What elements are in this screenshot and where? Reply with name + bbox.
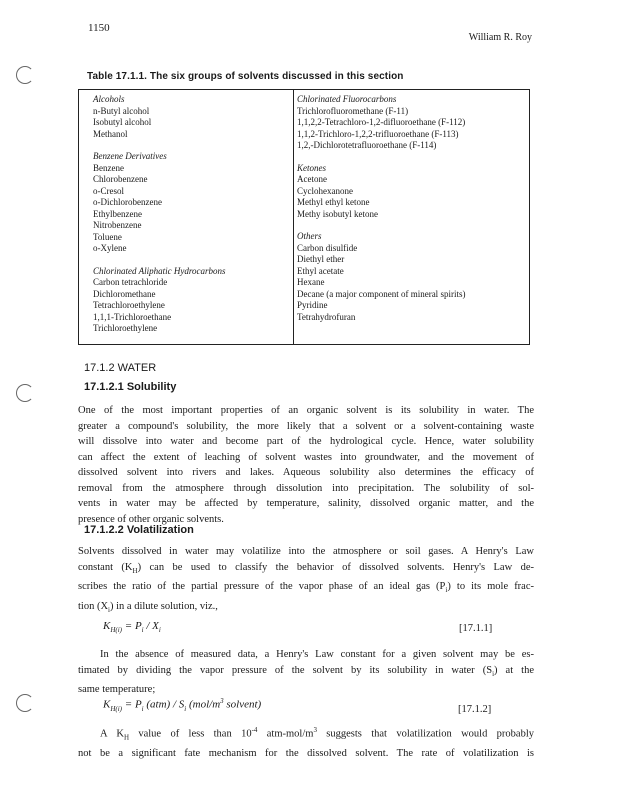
list-item: Methy isobutyl ketone (297, 208, 378, 219)
paragraph-line: Solvents dissolved in water may volatilize into the atmosphere or soil gases. A Henry's Law (78, 546, 534, 557)
paragraph-line (78, 560, 534, 580)
list-item: o-Cresol (93, 185, 124, 196)
text-run: value of less than 10 (129, 728, 252, 740)
list-item: Tetrachloroethylene (93, 300, 165, 310)
margin-mark-top (16, 66, 34, 84)
list-item: Benzene (93, 162, 124, 173)
margin-mark-bottom (16, 694, 34, 712)
superscript: 3 (313, 726, 317, 734)
subscript: i (492, 669, 495, 678)
group-title-ketones: Ketones (297, 162, 326, 173)
eq-symbol: K (103, 698, 111, 711)
subscript: i (184, 704, 187, 713)
subscript: i (108, 605, 110, 614)
text-run: ) can be used to classify the behavior of dissolved solvents. Henry's Law de- (137, 561, 534, 573)
list-item: Acetone (297, 174, 327, 184)
list-item: Pyridine (297, 300, 328, 310)
list-item: Dichloromethane (93, 288, 156, 299)
text-run: In the absence of measured data, a Henry's Law constant for a given solvent may be es- (100, 649, 534, 660)
list-item: o-Dichlorobenzene (93, 197, 162, 207)
list-item: Decane (a major component of mineral spirits) (297, 288, 466, 299)
text-run: suggests that volatilization would probably (316, 728, 534, 740)
list-item: Tetrahydrofuran (297, 311, 356, 322)
paragraph-line: presence of other organic solvents. (78, 513, 224, 525)
absence-paragraph (78, 647, 534, 698)
text-run: ) in a dilute solution, viz., (110, 600, 218, 612)
equation-17-1-1 (103, 620, 161, 634)
list-item: 1,1,2-Trichloro-1,2,2-trifluoroethane (F-113) (297, 128, 459, 139)
subscript: i (158, 626, 161, 635)
paragraph-line: not be a significant fate mechanism for the dissolved solvent. The rate of volatilization is (78, 748, 534, 760)
superscript: 3 (220, 697, 224, 705)
list-item: Trichloroethylene (93, 323, 158, 333)
section-heading-water: 17.1.2 WATER (84, 362, 157, 374)
paragraph-line: greater a compound's solubility, the more likely that a solvent or a solvent-containing waste (78, 420, 534, 432)
list-item: o-Xylene (93, 243, 127, 253)
subscript: H (123, 733, 129, 742)
list-item: Nitrobenzene (93, 220, 142, 230)
list-item: Toluene (93, 231, 122, 242)
superscript: -4 (251, 726, 258, 734)
list-item: 1,1,1-Trichloroethane (93, 311, 172, 322)
eq-symbol: = P (122, 698, 142, 711)
list-item: Trichlorofluoromethane (F-11) (297, 105, 409, 116)
eq-symbol: / X (143, 620, 159, 632)
list-item: Diethyl ether (297, 254, 345, 264)
text-run: scribes the ratio of the partial pressure of the vapor phase of an ideal gas (P (78, 581, 446, 593)
table-divider (293, 90, 294, 344)
equation-number-1: [17.1.1] (459, 623, 493, 634)
volatilization-paragraph (78, 544, 534, 618)
eq-symbol: solvent) (223, 698, 262, 711)
group-title-chlorinated-aliphatic: Chlorinated Aliphatic Hydrocarbons (93, 265, 226, 276)
eq-symbol: = P (122, 620, 142, 632)
equation-number-2: [17.1.2] (458, 704, 492, 715)
list-item: 1,1,2,2-Tetrachloro-1,2-difluoroethane (F-112) (297, 117, 466, 127)
paragraph-line (78, 579, 534, 599)
equation-17-1-2 (103, 697, 261, 713)
group-title-others: Others (297, 231, 322, 241)
table-left-column (93, 94, 293, 335)
running-head-author: William R. Roy (468, 32, 532, 43)
paragraph-line: One of the most important properties of an organic solvent is its solubility in water. The (78, 405, 534, 416)
section-heading-solubility: 17.1.2.1 Solubility (84, 381, 177, 393)
list-item: Carbon tetrachloride (93, 277, 168, 287)
subscript: H(i) (110, 626, 123, 635)
section-heading-volatilization: 17.1.2.2 Volatilization (84, 524, 194, 536)
eq-symbol: K (103, 620, 111, 632)
text-run: ) at the (494, 664, 534, 676)
subscript: i (445, 586, 448, 595)
paragraph-line: will dissolve into water and become part of the hydrological cycle. Hence, water solubility (78, 436, 534, 447)
table-right-column (297, 94, 527, 323)
paragraph-line: vents in water may be affected by temperature, salinity, dissolved organic matter, and the (78, 498, 534, 509)
subscript: H(i) (110, 704, 123, 713)
page-number: 1150 (88, 22, 110, 34)
group-title-alcohols: Alcohols (93, 94, 125, 104)
subscript: i (141, 626, 144, 635)
paragraph-line (78, 647, 534, 663)
closing-paragraph (78, 723, 534, 762)
eq-symbol: (mol/m (186, 698, 221, 711)
list-item: Hexane (297, 277, 325, 287)
list-item: Methanol (93, 128, 128, 139)
text-run: timated by dividing the vapor pressure of the solvent by its solubility in water (S (78, 664, 493, 676)
paragraph-line: dissolved solvent into rivers and lakes. Aqueous solubility also determines the efficacy of (78, 467, 534, 478)
list-item: Cyclohexanone (297, 185, 353, 196)
text-run: A K (100, 728, 124, 740)
paragraph-line: removal from the atmosphere through dissolution into precipitation. The solubility of sol- (78, 482, 534, 494)
text-run: ) to its mole frac- (447, 581, 535, 593)
solvent-table (78, 89, 530, 345)
paragraph-line (78, 599, 534, 619)
paragraph-line (78, 723, 534, 746)
list-item: Ethyl acetate (297, 265, 344, 276)
paragraph-line: can affect the extent of leaching of solvent wastes into groundwater, and the movement of (78, 451, 534, 463)
list-item: 1,2,-Dichlorotetrafluoroethane (F-114) (297, 140, 437, 150)
list-item: Ethylbenzene (93, 208, 142, 219)
list-item: Isobutyl alcohol (93, 117, 152, 127)
margin-mark-middle (16, 384, 34, 402)
paragraph-line (78, 663, 534, 683)
subscript: i (141, 704, 144, 713)
list-item: n-Butyl alcohol (93, 105, 150, 116)
paragraph-line: same temperature; (78, 684, 156, 696)
solubility-paragraph (78, 403, 534, 527)
table-caption: Table 17.1.1. The six groups of solvents discussed in this section (87, 71, 404, 82)
text-run: constant (K (78, 561, 133, 573)
list-item: Chlorobenzene (93, 174, 148, 184)
eq-symbol: (atm) / S (143, 698, 185, 711)
group-title-chlorinated-fluorocarbons: Chlorinated Fluorocarbons (297, 94, 397, 104)
list-item: Methyl ethyl ketone (297, 197, 370, 207)
list-item: Carbon disulfide (297, 242, 358, 253)
text-run: atm-mol/m (257, 728, 314, 740)
text-run: tion (X (78, 600, 109, 612)
group-title-benzene-derivatives: Benzene Derivatives (93, 151, 167, 161)
subscript: H (132, 566, 138, 575)
